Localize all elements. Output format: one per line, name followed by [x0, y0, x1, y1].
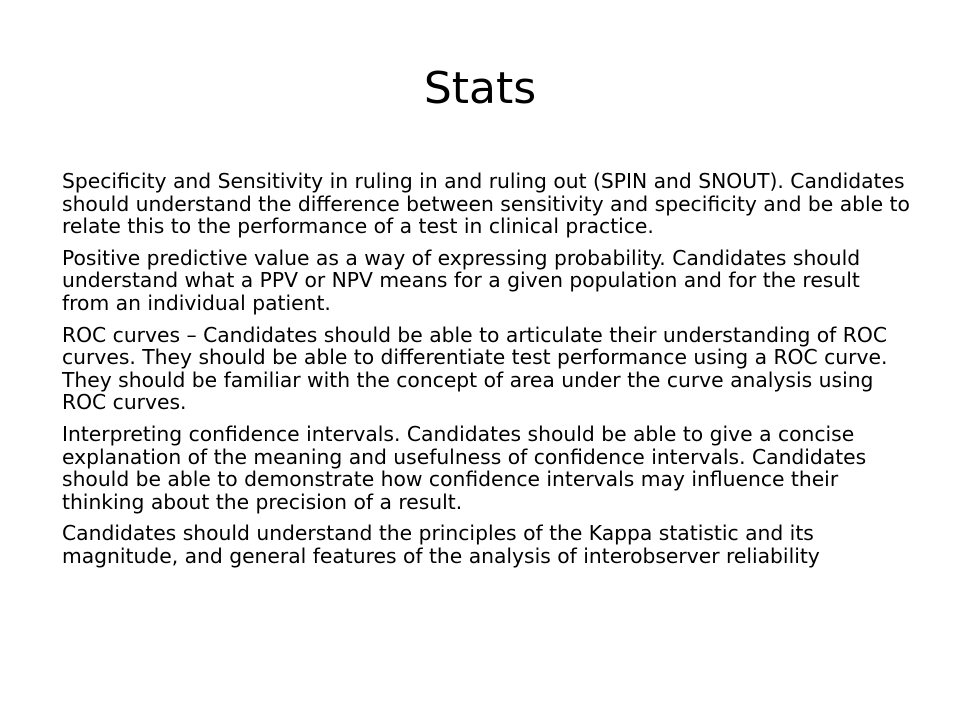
paragraph-spin-snout: Specificity and Sensitivity in ruling in and ruling out (SPIN and SNOUT). Candidates should understand the difference between sensitivity and specificity and be able to relate this to the performance of a test in clinical practice.	[62, 169, 910, 239]
slide-body	[62, 170, 912, 577]
paragraph-kappa-statistic: Candidates should understand the principles of the Kappa statistic and its magnitude, and general features of the analysis of interobserver reliability	[62, 521, 820, 568]
paragraph-roc-curves: ROC curves – Candidates should be able to articulate their understanding of ROC curves. They should be able to differentiate test performance using a ROC curve. They should be familiar with the concept of area under the curve analysis using ROC curves.	[62, 322, 888, 415]
paragraph-predictive-value: Positive predictive value as a way of expressing probability. Candidates should understand what a PPV or NPV means for a given population and for the result from an individual patient.	[62, 245, 861, 315]
slide-title: Stats	[423, 63, 537, 114]
paragraph-confidence-intervals: Interpreting confidence intervals. Candidates should be able to give a concise explanation of the meaning and usefulness of confidence intervals. Candidates should be able to demonstrate how confidence intervals may influence their thinking about the precision of a result.	[62, 421, 867, 514]
